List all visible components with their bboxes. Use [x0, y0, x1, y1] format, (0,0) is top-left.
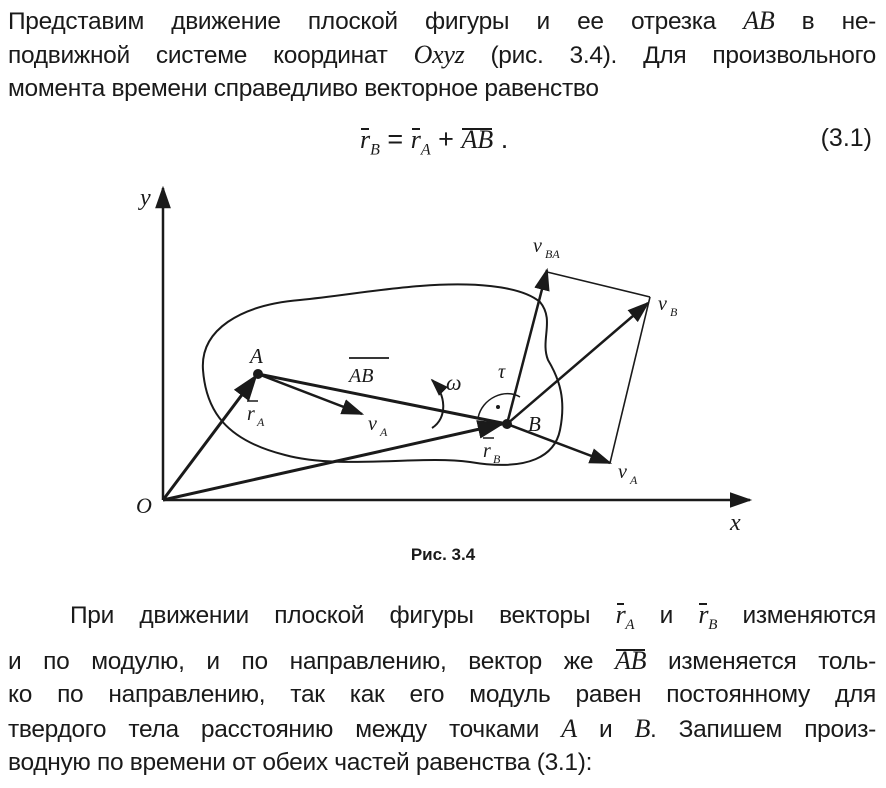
- vba-label: v: [533, 235, 542, 257]
- velocity-va-at-b: [507, 424, 610, 463]
- x-axis-label: x: [730, 510, 741, 536]
- paragraph2-line4: [8, 714, 876, 745]
- segment-ab: AB: [743, 6, 775, 35]
- paragraph2-line3: [8, 680, 876, 710]
- paragraph2-line5: [8, 748, 876, 778]
- text: момента времени справедливо векторное равенство: [8, 75, 599, 102]
- vba-label-sub: BA: [545, 247, 560, 261]
- vector-ra: r: [410, 125, 421, 154]
- parallelogram-side-right: [610, 297, 650, 463]
- text: и: [659, 602, 674, 629]
- point-b-label: B: [528, 412, 541, 436]
- text: При движении плоской фигуры векторы: [70, 602, 591, 629]
- right-angle-dot: [496, 405, 500, 409]
- text: подвижной системе координат: [8, 42, 388, 69]
- text: ко по направлению, так как его модуль равен постоянному для: [8, 681, 876, 708]
- subscript: A: [625, 616, 635, 633]
- point-a: [253, 369, 263, 379]
- omega-rotation-arrow: [432, 380, 443, 428]
- text: . Запишем произ-: [650, 716, 876, 743]
- plus-sign: +: [438, 124, 454, 154]
- vector-ab: AB: [461, 125, 494, 154]
- equals-sign: =: [387, 124, 404, 154]
- text: и: [598, 716, 613, 743]
- point-b: [502, 419, 512, 429]
- text: Представим движение плоской фигуры и ее отрезка: [8, 8, 716, 35]
- velocity-vb: [507, 303, 648, 424]
- coordinate-system: Oxyz: [413, 40, 465, 69]
- point-b-ref: B: [634, 714, 651, 743]
- vector-ra: r: [615, 600, 626, 629]
- va2-label: v: [618, 461, 627, 483]
- text: твердого тела расстоянию между точками: [8, 716, 540, 743]
- vb-label-sub: B: [670, 305, 678, 319]
- va2-label-sub: A: [630, 473, 638, 487]
- period: .: [500, 124, 509, 154]
- rb-label: r: [483, 440, 491, 462]
- origin-label: O: [136, 493, 152, 518]
- vector-rb: r: [698, 600, 709, 629]
- text: водную по времени от обеих частей равенства (3.1):: [8, 749, 593, 776]
- paragraph2-line1: [70, 600, 876, 640]
- figure-caption: Рис. 3.4: [410, 545, 476, 564]
- point-a-ref: A: [561, 714, 577, 743]
- point-a-label: A: [250, 344, 263, 368]
- y-axis-label: y: [140, 185, 151, 211]
- segment-ab-line: [258, 374, 507, 424]
- vb-label: v: [658, 293, 667, 315]
- velocity-vba: [507, 270, 547, 424]
- text: в не-: [801, 8, 876, 35]
- ra-label-sub: A: [257, 415, 265, 429]
- text: (рис. 3.4). Для произвольного: [490, 42, 877, 69]
- equation-number: (3.1): [820, 124, 872, 152]
- text: и по модулю, и по направлению, вектор же: [8, 648, 594, 675]
- paragraph2-line2: [8, 646, 876, 677]
- ra-label: r: [247, 403, 255, 425]
- subscript: B: [370, 141, 380, 159]
- va-label-sub: A: [380, 425, 388, 439]
- segment-ab-label: AB: [349, 365, 374, 387]
- text: изменяются: [742, 602, 876, 629]
- subscript: A: [420, 141, 431, 159]
- rb-label-sub: B: [493, 452, 501, 466]
- tau-label: τ: [498, 361, 506, 383]
- vector-rb: r: [360, 125, 371, 154]
- va-label: v: [368, 413, 377, 435]
- velocity-va-at-a: [258, 374, 362, 414]
- vector-ab: AB: [615, 646, 647, 675]
- parallelogram-side-top: [547, 272, 650, 297]
- text: изменяется толь-: [667, 648, 876, 675]
- omega-label: ω: [446, 370, 462, 395]
- vector-rb-line: [163, 424, 502, 500]
- subscript: B: [708, 616, 718, 633]
